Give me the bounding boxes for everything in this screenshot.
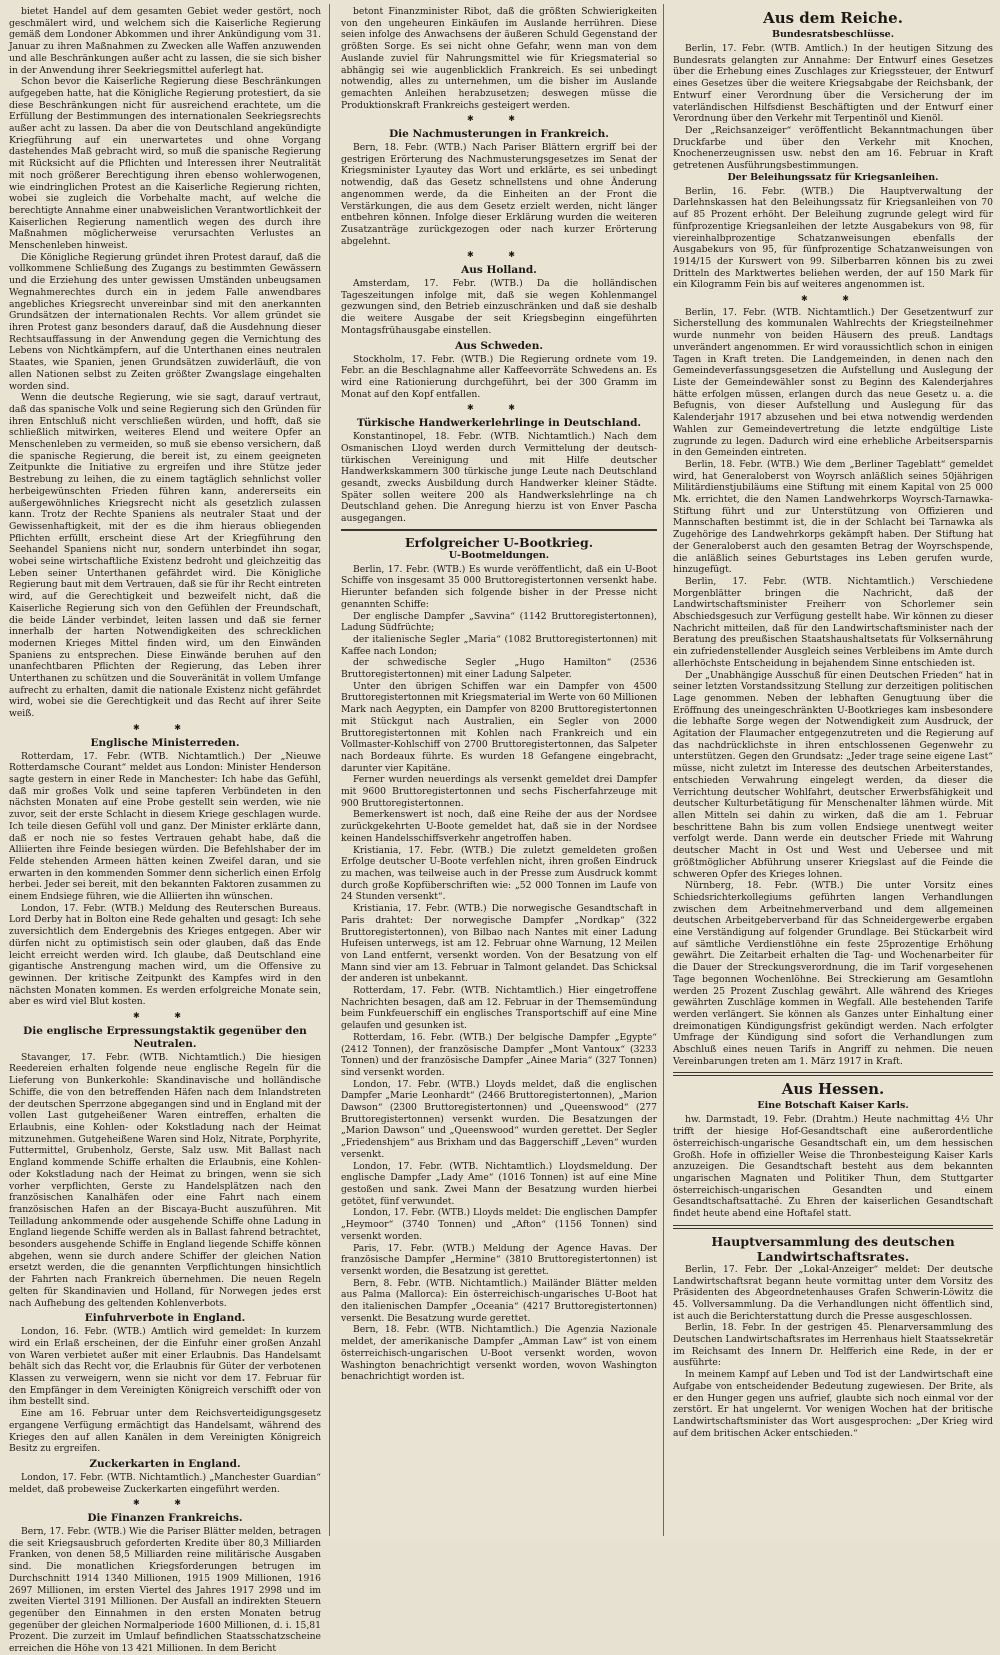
headline: Englische Ministerreden. <box>90 736 240 749</box>
paragraph: Der „Unabhängige Ausschuß für einen Deutschen Frieden“ hat in seiner letzten Vorstandssitzung Stellung zur derzeitigen politischen Lage genommen. Neben der lebhaften Genugtuung über die Eröffnung des uneingeschränkten U-Bootkrieges kam insbesondere die lebhafte Sorge wegen der Notwendigkeit zum Ausdruck, der Agitation der Flaumacher entgegenzutreten und die Regierung auf das nachdrücklichste in ihren entschlossenen Gegenwehr zu unterstützen. Gegen den Grundsatz: „Jeder trage seine eigene Last“ müsse, nicht zuletzt im Interesse des deutschen Arbeiterstandes, entschieden Verwahrung eingelegt werden, da dieser die Verrichtung deutscher Wohlfahrt, deutscher Erwerbsfähigkeit und deutscher Kulturbetätigung für Menschenalter lähmen würde. Mit allen Mitteln sei dahin zu wirken, daß die am 1. Februar beschrittene Bahn bis zum vollen Endsiege unentwegt weiter verfolgt werde. Dann werde ein deutscher Friede mit Wahrung deutscher Macht in Ost und West und Uebersee und mit größtmöglicher Abführung unserer Kriegslast auf die Feinde die schweren Opfer des Krieges lohnen. <box>673 669 993 880</box>
separator-stars: ✱ ✱ <box>133 1011 197 1021</box>
paragraph: hw. Darmstadt, 19. Febr. (Drahtm.) Heute nachmittag 4½ Uhr trifft der hiesige Hof-Gesandtschaft eine außerordentliche österreichisch-ungarische Gesandtschaft ein, um dem hessischen Großh. Hofe in offizieller Weise die Thronbesteigung Kaiser Karls anzuzeigen. Die Gesandtschaft besteht aus dem bekannten ungarischen Magnaten und Politiker Thun, dem Stuttgarter österreichisch-ungarischen Gesandten und einem Gesandtschaftsattaché. Zu Ehren der kaiserlichen Gesandtschaft findet heute abend eine Hoftafel statt. <box>673 1114 993 1220</box>
paragraph: London, 16. Febr. (WTB.) Amtlich wird gemeldet: In kurzem wird ein Erlaß erscheinen, der die Einfuhr einer großen Anzahl von Waren verbietet außer mit einer Erlaubnis. Das Handelsamt behält sich das Recht vor, die Erlaubnis für Güter der verbotenen Klassen zu verweigern, wenn sie nicht vor dem 17. Februar für den Empfänger in dem Vereinigten Königreich verschifft oder von ihm bestellt sind. <box>9 1326 321 1408</box>
paragraph: Kristiania, 17. Febr. (WTB.) Die zuletzt gemeldeten großen Erfolge deutscher U-Boote verfehlen nicht, ihren großen Eindruck zu machen, was teilweise auch in der Presse zum Ausdruck kommt durch große Kopfüberschriften wie: „52 000 Tonnen im Laufe von 24 Stunden versenkt“. <box>341 844 657 903</box>
paragraph: Berlin, 17. Febr. Der „Lokal-Anzeiger“ meldet: Der deutsche Landwirtschaftsrat begann heute vormittag unter dem Vorsitz des Präsidenten des Abgeordnetenhauses Grafen Schwerin-Löwitz die 45. Vollversammlung. Da die Verhandlungen nicht öffentlich sind, ist auch die Berichterstattung durch die Presse ausgeschlossen. <box>673 1263 993 1322</box>
section-title: Aus dem Reiche. <box>763 9 903 27</box>
paragraph: der italienische Segler „Maria“ (1082 Bruttoregistertonnen) mit Kaffee nach London; <box>341 633 657 657</box>
paragraph: London, 17. Febr. (WTB.) Lloyds meldet, daß die englischen Dampfer „Marie Leonhardt“ (2466 Bruttoregistertonnen), „Marion Dawson“ (2300 Bruttoregistertonnen) und „Queenswood“ (277 Bruttoregistertonnen) versenkt wurden. Die Besatzungen der „Marion Dawson“ und „Queenswood“ wurden gerettet. Der Segler „Friedenshjem“ aus Brixham und das Baggerschiff „Leven“ wurden versenkt. <box>341 1078 657 1160</box>
paragraph: Berlin, 17. Febr. (WTB.) Es wurde veröffentlicht, daß ein U-Boot Schiffe von insgesamt 35 000 Bruttoregistertonnen versenkt habe. Hierunter befanden sich folgende bisher in der Presse nicht genannten Schiffe: <box>341 563 657 610</box>
subheadline: Der Beleihungssatz für Kriegsanleihen. <box>727 171 939 183</box>
paragraph: der schwedische Segler „Hugo Hamilton“ (2536 Bruttoregistertonnen) mit einer Ladung Salpeter. <box>341 657 657 681</box>
subheadline: Bundesratsbeschlüsse. <box>771 29 895 40</box>
paragraph: Bern, 8. Febr. (WTB. Nichtamtlich.) Mailänder Blätter melden aus Palma (Mallorca): Ein österreichisch-ungarisches U-Boot hat den italienischen Dampfer „Oceania“ (4217 Bruttoregistertonnen) versenkt. Die Besatzung wurde gerettet. <box>341 1277 657 1324</box>
paragraph: Bemerkenswert ist noch, daß eine Reihe der aus der Nordsee zurückgekehrten U-Boote gemeldet hat, daß sie in der Nordsee keinen Handelsschiffsverkehr angetroffen haben. <box>341 809 657 844</box>
paragraph: Nürnberg, 18. Febr. (WTB.) Die unter Vorsitz eines Schiedsrichterkollegiums geführten langen Verhandlungen zwischen dem Arbeitnehmerverband und dem allgemeinen deutschen Arbeitgeberverband für das Schneidergewerbe ergaben eine Verständigung auf folgender Grundlage. Bei Stückarbeit wird auf sämtliche Verdienstlöhne ein feste 25prozentige Erhöhung gewährt. Die Zeitarbeit erhalten die Tag- und Wochenarbeiter für die Dauer der Streckungsverordnung, die im Tarif vorgesehenen Tage begonnen Wochenlöhne. Bei Streckierung am Gesamtlohn werden 25 Prozent Zuschlag gewährt. Alle während des Krieges gewährten Zuschläge kommen in Wegfall. Alle bestehenden Tarife werden verlängert. Sie können als Ganzes unter Einhaltung einer dreimonatigen Kündigungsfrist gekündigt werden. Nach erfolgter Umfrage der Kündigung sind sofort die Verhandlungen zum Abschluß eines neuen Tarifs in Angriff zu nehmen. Die neuen Vereinbarungen treten am 1. März 1917 in Kraft. <box>673 880 993 1067</box>
paragraph: Paris, 17. Febr. (WTB.) Meldung der Agence Havas. Der französische Dampfer „Hermine“ (3810 Bruttoregistertonnen) ist versenkt worden, die Besatzung ist gerettet. <box>341 1242 657 1277</box>
paragraph: Kristiania, 17. Febr. (WTB.) Die norwegische Gesandtschaft in Paris drahtet: Der norwegische Dampfer „Nordkap“ (322 Bruttoregistertonnen), von Bilbao nach Nantes mit einer Ladung Hufeisen unterwegs, ist am 12. Februar ohne Warnung, 12 Meilen von Land entfernt, versenkt worden. Von der Besatzung von elf Mann sind vier am 13. Februar in Talmont gelandet. Das Schicksal der anderen ist unbekannt. <box>341 903 657 985</box>
section-title: Aus Hessen. <box>781 1080 885 1099</box>
subheadline: Eine Botschaft Kaiser Karls. <box>757 1100 909 1112</box>
headline: Die englische Erpressungstaktik gegenüber den Neutralen. <box>23 1024 307 1050</box>
headline: Die Finanzen Frankreichs. <box>87 1512 243 1525</box>
paragraph: Rotterdam, 16. Febr. (WTB.) Der belgische Dampfer „Egypte“ (2412 Tonnen), der französische Dampfer „Mont Vantoux“ (3233 Tonnen) und der französische Dampfer „Ainee Maria“ (327 Tonnen) sind versenkt worden. <box>341 1031 657 1078</box>
headline: Die Nachmusterungen in Frankreich. <box>389 128 609 141</box>
paragraph: Berlin, 17. Febr. (WTB. Nichtamtlich.) Verschiedene Morgenblätter bringen die Nachricht, daß der Landwirtschaftsminister Freiherr von Schorlemer sein Abschiedsgesuch zur Verfügung gestellt habe. Wir können zu dieser Nachricht mitteilen, daß für den Landwirtschaftsminister nach der Beratung des preußischen Staatshaushaltsetats für Volksernährung ein zufriedenstellender Ausgleich seines Verbleibens im Amte durch allerhöchste Entscheidung in bejahendem Sinne entschieden ist. <box>673 575 993 669</box>
headline: Einfuhrverbote in England. <box>84 1312 246 1325</box>
paragraph: Unter den übrigen Schiffen war ein Dampfer von 4500 Bruttoregistertonnen mit Kriegsmaterial im Werte von 60 Millionen Mark nach Aegypten, ein Dampfer von 8200 Bruttoregistertonnen mit Stückgut nach Australien, ein Segler von 2000 Bruttoregistertonnen mit Kohlen nach Frankreich und ein Vollmaster-Kohlschiff von 2700 Bruttoregistertonnen, das Salpeter nach Bordeaux führte. Es wurden 18 Gefangene eingebracht, darunter vier Kapitäne. <box>341 680 657 774</box>
paragraph: Berlin, 16. Febr. (WTB.) Die Hauptverwaltung der Darlehnskassen hat den Beleihungssatz für Kriegsanleihen von 70 auf 85 Prozent erhöht. Der Beleihung zugrunde gelegt wird für fünfprozentige Kriegsanleihen der letzte Ausgabekurs von 98, für viereinhalbprozentige Schatzanweisungen ebenfalls der Ausgabekurs von 95, für fünfprozentige Schatzanweisungen von 1914/15 der Kurswert von 99. Silberbarren können bis zu zwei Dritteln des Marktwertes beliehen werden, der auf 150 Mark für ein Kilogramm Fein bis auf weiteres angenommen ist. <box>673 185 993 291</box>
separator-stars: ✱ ✱ <box>467 250 531 260</box>
column-3 <box>670 6 996 1534</box>
paragraph: Berlin, 18. Febr. In der gestrigen 45. Plenarversammlung des Deutschen Landwirtschaftsrates im Herrenhaus hielt Staatssekretär im Reichsamt des Innern Dr. Helfferich eine Rede, in der er ausführte: <box>673 1322 993 1369</box>
paragraph: Eine am 16. Februar unter dem Reichsverteidigungsgesetz ergangene Verfügung ermächtigt das Handelsamt, während des Krieges den auf allen Kanälen in dem Vereinigten Königreich Besitz zu ergreifen. <box>9 1408 321 1455</box>
paragraph: Stockholm, 17. Febr. (WTB.) Die Regierung ordnete vom 19. Febr. an die Beschlagnahme aller Kaffeevorräte Schwedens an. Es wird eine Rationierung durchgeführt, bei der 300 Gramm im Monat auf den Kopf entfallen. <box>341 353 657 400</box>
paragraph: Berlin, 17. Febr. (WTB. Nichtamtlich.) Der Gesetzentwurf zur Sicherstellung des kommunalen Wahlrechts der Kriegsteilnehmer wurde nunmehr von beiden Häusern des preuß. Landtags unverändert angenommen. Er wird voraussichtlich schon in einigen Tagen in Kraft treten. Die Landgemeinden, in denen nach den Gemeindeverfassungsgesetzen die Aufstellung und Auslegung der Liste der Gemeindewähler sonst zu Beginn des Kalenderjahres hätte erfolgen müssen, erlangen durch das neue Gesetz u. a. die Befugnis, von dieser Aufstellung und Auslegung für das Kalenderjahr 1917 abzusehen und bei etwa notwendig werdenden Wahlen zur Gemeindevertretung die letzte endgültige Liste zugrunde zu legen. Dadurch wird eine erhebliche Arbeitsersparnis in den Gemeinden eintreten. <box>673 306 993 459</box>
paragraph: Bern, 18. Febr. (WTB.) Nach Pariser Blättern ergriff bei der gestrigen Erörterung des Nachmusterungsgesetzes im Senat der Kriegsminister Lyautey das Wort und erklärte, es sei unbedingt notwendig, daß das Gesetz schnellstens und ohne Änderung angenommen werde, da die Einheiten an der Front die Verstärkungen, die aus dem Gesetz erzielt werden, nicht länger entbehren können. Infolge dieser Erklärung wurden die weiteren Zusatzanträge zurückgezogen oder nach kurzer Erörterung abgelehnt. <box>341 142 657 247</box>
subheadline: U-Bootmeldungen. <box>448 549 550 561</box>
section-rule <box>673 1225 993 1229</box>
paragraph: London, 17. Febr. (WTB. Nichtamtlich.) „Manchester Guardian“ meldet, daß probeweise Zuckerkarten eingeführt werden. <box>9 1471 321 1495</box>
paragraph: London, 17. Febr. (WTB.) Lloyds meldet: Die englischen Dampfer „Heymoor“ (3740 Tonnen) und „Afton“ (1156 Tonnen) sind versenkt worden. <box>341 1207 657 1242</box>
paragraph: Bern, 18. Febr. (WTB. Nichtamtlich.) Die Agenzia Nazionale meldet, der amerikanische Dampfer „Amman Law“ ist von einem österreichisch-ungarischen U-Boot versenkt worden, wovon Washington benachrichtigt versenkt worden, wovon Washington benachrichtigt worden ist. <box>341 1324 657 1383</box>
headline: Aus Holland. <box>461 264 537 277</box>
separator-stars: ✱ ✱ <box>133 1498 197 1508</box>
paragraph: Der englische Dampfer „Savvina“ (1142 Bruttoregistertonnen), Ladung Südfrüchte; <box>341 610 657 634</box>
paragraph: Rotterdam, 17. Febr. (WTB. Nichtamtlich.) Hier eingetroffene Nachrichten besagen, daß am 12. Februar in der Themsemündung beim Funkfeuerschiff ein englisches Transportschiff auf eine Mine gelaufen und gesunken ist. <box>341 985 657 1032</box>
column-2 <box>338 6 660 1534</box>
paragraph: Der „Reichsanzeiger“ veröffentlicht Bekanntmachungen über Druckfarbe und über den Verkehr mit Knochen, Knochenerzeugnissen usw. nebst den am 16. Februar in Kraft getretenen Ausführungsbestimmungen. <box>673 124 993 172</box>
paragraph: London, 17. Febr. (WTB. Nichtamtlich.) Lloydsmeldung. Der englische Dampfer „Lady Ame“ (1016 Tonnen) ist auf eine Mine gestoßen und sank. Zwei Mann der Besatzung wurden hierbei getötet, fünf verwundet. <box>341 1160 657 1207</box>
paragraph: Die Königliche Regierung gründet ihren Protest darauf, daß die vollkommene Schließung des Zugangs zu bestimmten Gewässern und die Erziehung des unter gewissen Umständen unbeugsamen Wegnahmerechtes durch ein in jedem Falle anwendbares angebliches Kriegsrecht unvereinbar sind mit den anerkannten Grundsätzen der internationalen Rechts. Vor allem gründet sie ihren Protest ganz besonders darauf, daß die Ausdehnung dieser Rechtsauffassung in der Anwendung gegen die Vernichtung des Lebens von Nichtkämpfern, auf die Unterthanen eines neutralen Staates, wie Spanien, jenen Grundsätzen zuwiderläuft, die von allen Nationen selbst zu Zeiten größter Zwangslage eingehalten worden sind. <box>9 251 321 392</box>
paragraph: Wenn die deutsche Regierung, wie sie sagt, darauf vertraut, daß das spanische Volk und seine Regierung sich den Gründen für ihren Entschluß nicht verschließen würden, und hofft, daß sie schließlich mitwirken, weiteres Elend und weitere Opfer an Menschenleben zu vermeiden, so muß sie ebenso versichern, daß die spanische Regierung, die bereit ist, zu einem geeigneten Zeitpunkte die Initiative zu ergreifen und ihre Stütze jeder Bestrebung zu leihen, die zu einem tagtäglich sehnlichst voller herbeigewünschten Frieden führen kann, andererseits ein außergewöhnliches Kriegsrecht nicht als gesetzlich zulassen kann. Trotz der Rechte Spaniens als neutraler Staat und der Gewissenhaftigkeit, mit der es die ihm hieraus obliegenden Pflichten erfüllt, erscheint diese Art der Kriegführung den Seehandel Spaniens nicht nur, sondern unterbindet ihn sogar, wobei seine wirtschaftliche Existenz bedroht und gleichzeitig das Leben seiner Unterthanen gefährdet wird. Die Königliche Regierung baut mit dem Vertrauen, daß sie für ihr Recht eintreten wird, auf die Gerechtigkeit und bezweifelt nicht, daß die Kaiserliche Regierung sich von den Gefühlen der Freundschaft, die beide Länder verbindet, leiten lassen und daß sie ferner innerhalb der harten Notwendigkeiten des schrecklichen modernen Krieges Mittel finden wird, um den Einwänden Spaniens zu entsprechen. Diese Einwände beruhen auf den unanfechtbaren Pflichten der Regierung, das Leben ihrer Unterthanen zu schützen und die Souveränität in vollem Umfange aufrecht zu erhalten, damit die nationale Existenz nicht gefährdet wird, wobei sie die Gerechtigkeit und das Recht auf ihrer Seite weiß. <box>9 392 321 720</box>
headline: Zuckerkarten in England. <box>89 1457 241 1470</box>
headline: Hauptversammlung des deutschen Landwirtschaftsrates. <box>711 1233 955 1264</box>
paragraph: betont Finanzminister Ribot, daß die größten Schwierigkeiten von den ungeheuren Einkäufen im Auslande herrühren. Diese seien infolge des Anwachsens der äußeren Schuld Gegenstand der größten Sorge. Es sei nicht ohne Gefahr, wenn man von dem Auslande zuviel für Nahrungsmittel wie für Kriegsmaterial so abhängig sei wie augenblicklich Frankreich. Es sei unbedingt notwendig, alles zu unternehmen, um die bisher im Auslande gemachten Anleihen herabzusetzen; deswegen müsse die Produktionskraft Frankreichs gesteigert werden. <box>341 6 657 111</box>
article-continuation <box>9 6 321 720</box>
column-1 <box>6 6 324 1655</box>
paragraph: Schon bevor die Kaiserliche Regierung diese Beschränkungen aufgegeben hatte, hat die Königliche Regierung protestiert, da sie diese Beschränkungen nicht für ausreichend erachtete, um die Erfüllung der Bestimmungen des internationalen Seekriegsrechts außer acht zu lassen. Da aber die von Deutschland angekündigte Kriegführung auf ein unerwartetes und ohne Vorgang dastehendes Maß gebracht wird, so muß die spanische Regierung mit Rücksicht auf die Pflichten und Interessen ihrer Neutralität mit noch größerer Berechtigung ihren ebenso wohlerwogenen, wie eindringlichen Protest an die Kaiserliche Regierung richten, wobei sie zugleich die Vorbehalte macht, auf welche die berechtigte Annahme einer unabweislichen Verantwortlichkeit der Kaiserlichen Regierung namentlich wegen des durch ihre Maßnahmen möglicherweise verursachten Verlustes an Menschenleben hinweist. <box>9 76 321 252</box>
section-rule <box>341 529 657 531</box>
column-rule <box>329 4 330 1536</box>
column-rule <box>663 4 664 1536</box>
paragraph: Amsterdam, 17. Febr. (WTB.) Da die holländischen Tageszeitungen infolge mit, daß sie wegen Kohlenmangel gezwungen sind, den Betrieb einzuschränken und daß sie deshalb die weitere Ausgabe der seit Kriegsbeginn eingeführten Montagsfrühausgabe einstellen. <box>341 278 657 336</box>
section-rule <box>673 1072 993 1076</box>
separator-stars: ✱ ✱ <box>801 294 865 304</box>
paragraph: Bern, 17. Febr. (WTB.) Wie die Pariser Blätter melden, betragen die seit Kriegsausbruch geforderten Kredite über 80,3 Milliarden Franken, von denen 58,5 Milliarden reine militärische Ausgaben sind. Die monatlichen Kriegsforderungen betrugen im Durchschnitt 1914 1340 Millionen, 1915 1909 Millionen, 1916 2697 Millionen, im ersten Viertel des Jahres 1917 2998 und im zweiten Viertel 3191 Millionen. Der Ausfall an indirekten Steuern gegenüber den Einnahmen in den ersten Monaten betrug gegenüber der gleichen Normalperiode 1600 Millionen, d. i. 15,81 Prozent. Die zurzeit im Umlauf befindlichen Staatsschatzscheine erreichen die Höhe von 13 421 Millionen. In dem Bericht <box>9 1526 321 1655</box>
separator-stars: ✱ ✱ <box>467 403 531 413</box>
headline: Aus Schweden. <box>455 339 543 352</box>
paragraph: Berlin, 17. Febr. (WTB. Amtlich.) In der heutigen Sitzung des Bundesrats gelangten zur Annahme: Der Entwurf eines Gesetzes über die Erhebung eines Zuschlages zur Kriegssteuer, der Entwurf eines Gesetzes über die weitere Kriegsabgabe der Reichsbank, der Entwurf einer Verordnung über die Versicherung der im vaterländischen Hilfsdienst Beschäftigten und der Entwurf einer Verordnung über den Verkehr mit Terpentinöl und Kienöl. <box>673 43 993 125</box>
paragraph: Stavanger, 17. Febr. (WTB. Nichtamtlich.) Die hiesigen Reedereien erhalten folgende neue englische Regeln für die Lieferung von Bunkerkohle: Skandinavische und holländische Schiffe, die von den betreffenden Häfen nach dem Inlandstreten der deutschen Sperrzone abgegangen sind und in England mit der vollen Last gutgeheißener Waren eintreffen, erhalten die Erlaubnis, eine Kohlen- oder Kokstladung nach der Heimat mitzunehmen. Gutgeheißene Waren sind Holz, Nitrate, Porphyrite, Futtermittel, Grubenholz, Gerste, Salz usw. Mit Ballast nach England kommende Schiffe erhalten die Erlaubnis, eine Kohlen- oder Kokstladung nach der Heimat zu bringen, wenn sie sich vorher verpflichten, Gerste zu Handelsplätzen nach den französischen Kanalhäfen oder eine Fahrt nach einem französischen Hafen an der Biscaya-Bucht auszuführen. Mit Teilladung ankommende oder ausgehende Schiffe ohne Ladung in England liegende Schiffe werden als in Ballast fahrend betrachtet, besonders ausgehende Schiffe in England liegende Schiffe können abgehen, wenn sie durch andere Schiffer der gleichen Nation ersetzt werden, die die genannten Verpflichtungen hinsichtlich der Fahrten nach Frankreich übernehmen. Die neuen Regeln gelten für Skandinavien und Holland, für Norwegen jedes erst nach Aufhebung des geltenden Kohlenverbots. <box>9 1051 321 1309</box>
separator-stars: ✱ ✱ <box>467 114 531 124</box>
separator-stars: ✱ ✱ <box>133 722 197 732</box>
headline: Türkische Handwerkerlehrlinge in Deutschland. <box>356 417 642 430</box>
paragraph: Berlin, 18. Febr. (WTB.) Wie dem „Berliner Tageblatt“ gemeldet wird, hat Generaloberst von Woyrsch anläßlich seines 50jährigen Militärdienstjubiläums eine Stiftung mit einem Kapital von 25 000 Mk. errichtet, die den Namen Landwehrkorps Woyrsch-Tarnawka-Stiftung führt und zur Unterstützung von Offizieren und Mannschaften bestimmt ist, die in der Schlacht bei Tarnawka als Zugehörige des Landwehrkorps gekämpft haben. Der Stiftung hat der Generaloberst auch den gesamten Betrag der Woyrschspende, die anläßlich seines Geburtstages ins Leben gerufen wurde, hinzugefügt. <box>673 458 993 576</box>
headline: Erfolgreicher U-Bootkrieg. <box>404 534 594 550</box>
paragraph: Konstantinopel, 18. Febr. (WTB. Nichtamtlich.) Nach dem Osmanischen Lloyd werden durch Vermittelung der deutsch-türkischen Vereinigung und mit Hilfe deutscher Handwerkskammern 300 türkische junge Leute nach Deutschland gesandt, zwecks Ausbildung durch Handwerker kleiner Städte. Später sollen weitere 200 als Handwerkslehrlinge na ch Deutschland gehen. Die Anregung hierzu ist von Enver Pascha ausgegangen. <box>341 431 657 525</box>
paragraph: Ferner wurden neuerdings als versenkt gemeldet drei Dampfer mit 9600 Bruttoregistertonnen und sechs Fischerfahrzeuge mit 900 Bruttoregistertonnen. <box>341 774 657 809</box>
paragraph: London, 17. Febr. (WTB.) Meldung des Reuterschen Bureaus. Lord Derby hat in Bolton eine Rede gehalten und gesagt: Ich sehe zuversichtlich dem Endergebnis des Krieges entgegen. Aber wir dürfen nicht zu optimistisch sein oder glauben, daß das Ende leicht erreicht werden wird. Ich glaube, daß Deutschland eine gigantische Anstrengung machen wird, um die Offensive zu gewinnen. Der kritische Zeitpunkt des Kampfes wird in den nächsten Monaten kommen. Es werden erfolgreiche Monate sein, aber es wird viel Blut kosten. <box>9 902 321 1008</box>
paragraph: In meinem Kampf auf Leben und Tod ist der Landwirtschaft eine Aufgabe von entscheidender Bedeutung zugewiesen. Der Brite, als er den Hunger gegen uns aufrief, glaubte sich noch einmal vor der zerstört. Er hat ungelernt. Vor wenigen Wochen hat der britische Landwirtschaftsminister das Wort ausgesprochen: „Der Krieg wird auf dem britischen Acker entschieden.“ <box>673 1369 993 1439</box>
paragraph: Rotterdam, 17. Febr. (WTB. Nichtamtlich.) Der „Nieuwe Rotterdamsche Courant“ meldet aus London: Minister Henderson sagte gestern in einer Rede in Manchester: Ich habe das Gefühl, daß mir großes Volk und seine tapferen Verbündeten in den nächsten Monaten auf eine Probe gestellt sein werden, wie nie zuvor, seit der erste Schlacht in diesem Kriege geschlagen wurde. Ich teile diesen Gefühl voll und ganz. Der Minister erklärte dann, daß er noch nie so festes Vertrauen gehabt habe, daß die Alliierten ihre Feinde besiegen würden. Die Befehlshaber der im Felde stehenden Armeen hätten keinen Zweifel daran, und sie erwarten in den kommenden Sommer denn sicherlich einen Erfolg herbei. Jeder sei bereit, mit den bekannten Faktoren zusammen zu einem Endsiege führen, wie die Alliierten ihn wünschen. <box>9 750 321 903</box>
paragraph: bietet Handel auf dem gesamten Gebiet weder gestört, noch geschmälert wird, und welchem sich die Kaiserliche Regierung gemäß dem Londoner Abkommen und ihrer Ankündigung vom 31. Januar zu ihren Maßnahmen zu Zwecken alle Waffen anzuwenden und alle Beschränkungen außer acht zu lassen, die sie sich bisher in der Anwendung ihrer Seekriegsmittel auferlegt hat. <box>9 6 321 76</box>
